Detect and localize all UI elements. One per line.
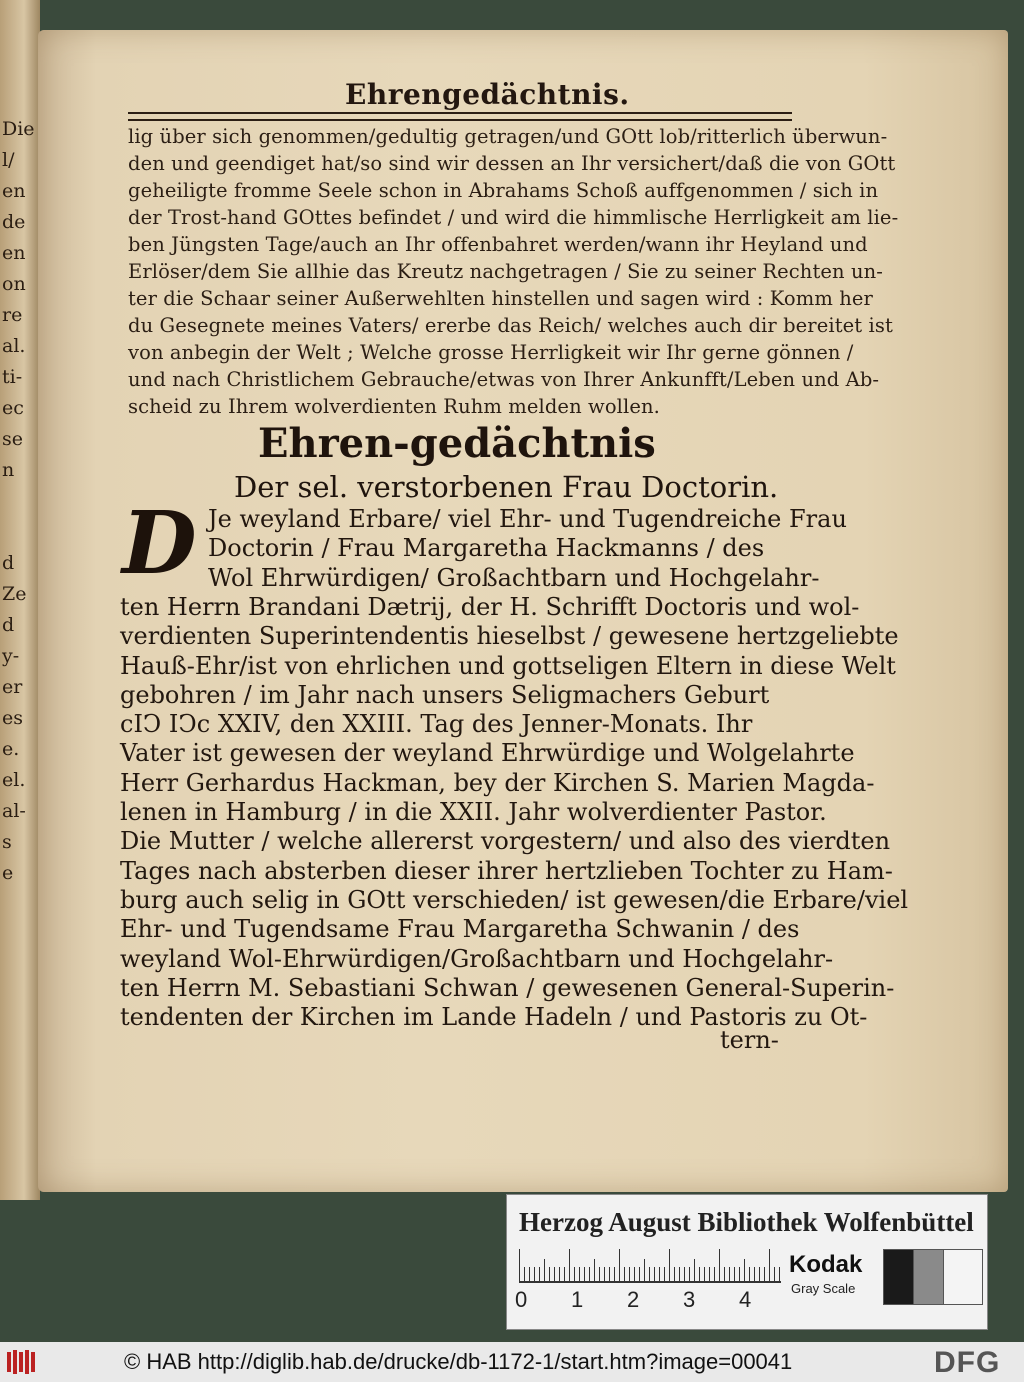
hab-logo-icon [6, 1348, 36, 1376]
ruler-tick [604, 1267, 605, 1281]
intro-line: von anbegin der Welt ; Welche grosse Herrligkeit wir Ihr gerne gönnen / [128, 341, 854, 364]
ruler-tick [649, 1267, 650, 1281]
ruler-tick [754, 1267, 755, 1281]
prev-page-fragment: d [2, 614, 15, 636]
color-target-card [506, 1194, 988, 1330]
ruler-tick [644, 1259, 645, 1281]
drop-capital: D [122, 493, 197, 594]
body-line: cIↃ IↃc XXIV, den XXIII. Tag des Jenner-Monats. Ihr [120, 710, 753, 739]
prev-page-fragment: s [2, 831, 12, 853]
prev-page-fragment: en [2, 242, 26, 264]
body-line: Doctorin / Frau Margaretha Hackmanns / des [208, 534, 765, 563]
ruler-tick [599, 1267, 600, 1281]
body-line: Die Mutter / welche allererst vorgestern/ und also des vierdten [120, 827, 891, 856]
prev-page-fragment: e. [2, 738, 20, 760]
body-line: burg auch selig in GOtt verschieden/ ist gewesen/die Erbare/viel [120, 885, 909, 914]
body-line: Tages nach absterben dieser ihrer hertzlieben Tochter zu Ham- [120, 856, 893, 885]
gray-scale-label: Gray Scale [791, 1281, 856, 1296]
ruler-tick [654, 1267, 655, 1281]
body-line: Hauß-Ehr/ist von ehrlichen und gottseligen Eltern in diese Welt [120, 651, 896, 680]
prev-page-fragment: re [2, 304, 23, 326]
ruler-tick [689, 1267, 690, 1281]
prev-page-fragment: el. [2, 769, 26, 791]
previous-page-edge [0, 0, 40, 1200]
ruler-tick [779, 1267, 780, 1281]
footer-bar [0, 1342, 1024, 1382]
ruler-tick [694, 1259, 695, 1281]
running-head: Ehrengedächtnis. [345, 78, 630, 111]
intro-line: der Trost-hand GOttes befindet / und wird die himmlische Herrligkeit am lie- [128, 206, 899, 229]
ruler-tick [774, 1267, 775, 1281]
gray-swatch [883, 1249, 915, 1305]
prev-page-fragment: ec [2, 397, 24, 419]
body-line: Herr Gerhardus Hackman, bey der Kirchen S. Marien Magda- [120, 768, 875, 797]
prev-page-fragment: on [2, 273, 26, 295]
ruler-tick [549, 1267, 550, 1281]
ruler-number: 1 [571, 1287, 584, 1312]
prev-page-fragment: Die [2, 118, 35, 140]
ruler-tick [679, 1267, 680, 1281]
ruler-tick [594, 1259, 595, 1281]
ruler-tick [574, 1267, 575, 1281]
intro-line: ter die Schaar seiner Außerwehlten hinstellen und sagen wird : Komm her [128, 287, 873, 310]
gray-swatch [943, 1249, 983, 1305]
prev-page-fragment: e [2, 862, 14, 884]
ruler-tick [584, 1267, 585, 1281]
ruler-tick [759, 1267, 760, 1281]
ruler-tick [529, 1267, 530, 1281]
ruler-tick [714, 1267, 715, 1281]
ruler-tick [569, 1249, 570, 1281]
body-line: Ehr- und Tugendsame Frau Margaretha Schwanin / des [120, 915, 800, 944]
ruler-tick [634, 1267, 635, 1281]
ruler-tick [624, 1267, 625, 1281]
prev-page-fragment: ti- [2, 366, 23, 388]
body-line: Vater ist gewesen der weyland Ehrwürdige und Wolgelahrte [120, 739, 855, 768]
ruler-tick [614, 1267, 615, 1281]
body-line: Wol Ehrwürdigen/ Großachtbarn und Hochgelahr- [208, 563, 820, 592]
ruler-tick [564, 1267, 565, 1281]
ruler-tick [544, 1259, 545, 1281]
prev-page-fragment: n [2, 459, 15, 481]
intro-line: ben Jüngsten Tage/auch an Ihr offenbahret werden/wann ihr Heyland und [128, 233, 868, 256]
dfg-logo: DFG [934, 1346, 1001, 1379]
body-line: ten Herrn Brandani Dætrij, der H. Schrifft Doctoris und wol- [120, 592, 860, 621]
header-rule [128, 112, 792, 121]
ruler-tick [744, 1259, 745, 1281]
gray-swatch [913, 1249, 945, 1305]
section-subheading: Der sel. verstorbenen Frau Doctorin. [234, 470, 779, 504]
body-line: Je weyland Erbare/ viel Ehr- und Tugendreiche Frau [208, 505, 847, 533]
prev-page-fragment: l/ [2, 149, 15, 171]
prev-page-fragment: Ze [2, 583, 27, 605]
kodak-logo: Kodak [789, 1251, 863, 1278]
ruler-tick [739, 1267, 740, 1281]
prev-page-fragment: se [2, 428, 23, 450]
prev-page-fragment: de [2, 211, 26, 233]
ruler-tick [664, 1267, 665, 1281]
ruler-tick [684, 1267, 685, 1281]
catchword: tern- [720, 1026, 779, 1054]
ruler-tick [659, 1267, 660, 1281]
intro-line: geheiligte fromme Seele schon in Abrahams Schoß auffgenommen / sich in [128, 179, 879, 202]
ruler-tick [729, 1267, 730, 1281]
intro-line: lig über sich genommen/gedultig getragen/und GOtt lob/ritterlich überwun- [128, 125, 888, 148]
ruler-tick [554, 1267, 555, 1281]
ruler-tick [559, 1267, 560, 1281]
ruler-tick [524, 1267, 525, 1281]
ruler-tick [734, 1267, 735, 1281]
scale-ruler [519, 1247, 781, 1283]
ruler-tick [609, 1267, 610, 1281]
intro-line: Erlöser/dem Sie allhie das Kreutz nachgetragen / Sie zu seiner Rechten un- [128, 260, 883, 283]
ruler-tick [534, 1267, 535, 1281]
prev-page-fragment: al. [2, 335, 26, 357]
ruler-number: 4 [739, 1287, 752, 1312]
ruler-tick [579, 1267, 580, 1281]
ruler-tick [589, 1267, 590, 1281]
ruler-number: 3 [683, 1287, 696, 1312]
ruler-tick [704, 1267, 705, 1281]
prev-page-fragment: d [2, 552, 15, 574]
prev-page-fragment: en [2, 180, 26, 202]
ruler-number: 0 [515, 1287, 528, 1312]
ruler-tick [539, 1267, 540, 1281]
section-heading: Ehren-gedächtnis [258, 420, 656, 467]
ruler-tick [719, 1249, 720, 1281]
body-line: lenen in Hamburg / in die XXII. Jahr wolverdienter Pastor. [120, 798, 827, 826]
prev-page-fragment: y- [2, 645, 20, 667]
ruler-tick [709, 1267, 710, 1281]
ruler-tick [629, 1267, 630, 1281]
ruler-tick [749, 1267, 750, 1281]
ruler-tick [669, 1249, 670, 1281]
intro-line: und nach Christlichem Gebrauche/etwas von Ihrer Ankunfft/Leben und Ab- [128, 368, 880, 391]
body-line: verdienten Superintendentis hieselbst / gewesene hertzgeliebte [120, 622, 899, 651]
intro-line: den und geendiget hat/so sind wir dessen an Ihr versichert/daß die von GOtt [128, 152, 896, 175]
ruler-tick [519, 1249, 520, 1281]
ruler-tick [764, 1267, 765, 1281]
ruler-tick [639, 1267, 640, 1281]
prev-page-fragment: er [2, 676, 23, 698]
ruler-tick [674, 1267, 675, 1281]
body-line: ten Herrn M. Sebastiani Schwan / gewesenen General-Superin- [120, 973, 895, 1002]
intro-line: scheid zu Ihrem wolverdienten Ruhm melden wollen. [128, 395, 660, 418]
ruler-tick [724, 1267, 725, 1281]
ruler-tick [769, 1249, 770, 1281]
intro-line: du Gesegnete meines Vaters/ ererbe das Reich/ welches auch dir bereitet ist [128, 314, 893, 337]
ruler-tick [619, 1249, 620, 1281]
body-line: tendenten der Kirchen im Lande Hadeln / und Pastoris zu Ot- [120, 1003, 868, 1032]
body-line: weyland Wol-Ehrwürdigen/Großachtbarn und Hochgelahr- [120, 944, 834, 973]
body-line: gebohren / im Jahr nach unsers Seligmachers Geburt [120, 680, 770, 709]
library-name: Herzog August Bibliothek Wolfenbüttel [519, 1207, 974, 1237]
copyright-link[interactable]: © HAB http://diglib.hab.de/drucke/db-1172-1/start.htm?image=00041 [124, 1349, 793, 1374]
ruler-number: 2 [627, 1287, 640, 1312]
prev-page-fragment: es [2, 707, 23, 729]
prev-page-fragment: al- [2, 800, 26, 822]
ruler-tick [699, 1267, 700, 1281]
